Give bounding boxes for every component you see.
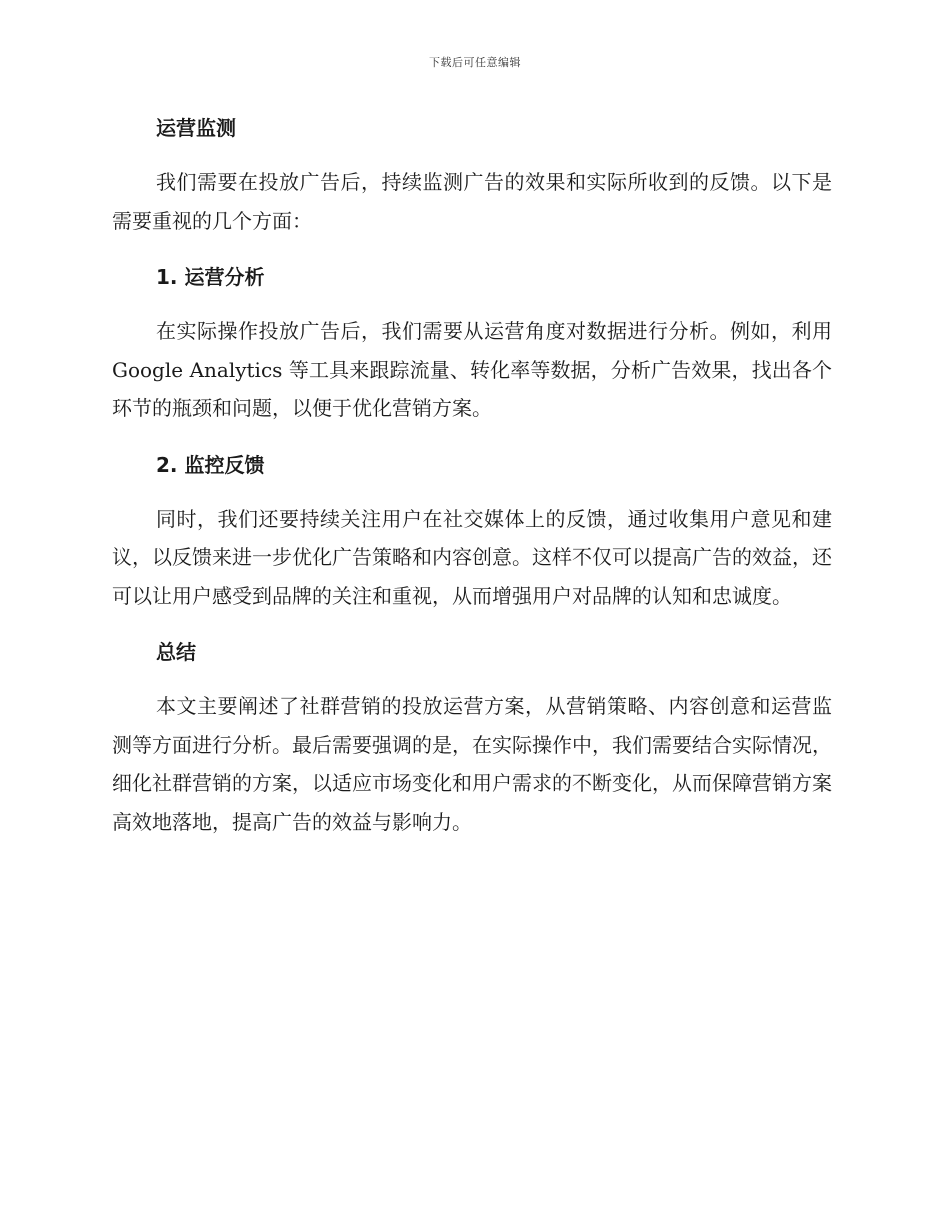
section-heading-monitoring: 运营监测 [156,116,236,140]
section-paragraph-monitoring: 我们需要在投放广告后，持续监测广告的效果和实际所收到的反馈。以下是需要重视的几个方面： [112,170,832,233]
section-heading-summary: 总结 [156,640,196,664]
section-heading-feedback: 2. 监控反馈 [156,452,265,477]
section-paragraph-summary: 本文主要阐述了社群营销的投放运营方案，从营销策略、内容创意和运营监测等方面进行分析。最后需要强调的是，在实际操作中，我们需要结合实际情况，细化社群营销的方案，以适应市场变化和用户需求的不断变化，从而保障营销方案高效地落地，提高广告的效益与影响力。 [112,694,832,834]
page-header: 下载后可任意编辑 [429,56,521,69]
document-body [112,108,832,841]
section-heading-analysis: 1. 运营分析 [156,265,265,289]
section-paragraph-analysis: 在实际操作投放广告后，我们需要从运营角度对数据进行分析。例如，利用 Google Analytics 等工具来跟踪流量、转化率等数据，分析广告效果，找出各个环节的瓶颈和问题，以便于优化营销方案。 [112,319,832,420]
section-paragraph-feedback: 同时，我们还要持续关注用户在社交媒体上的反馈，通过收集用户意见和建议，以反馈来进一步优化广告策略和内容创意。这样不仅可以提高广告的效益，还可以让用户感受到品牌的关注和重视，从而增强用户对品牌的认知和忠诚度。 [112,506,832,608]
